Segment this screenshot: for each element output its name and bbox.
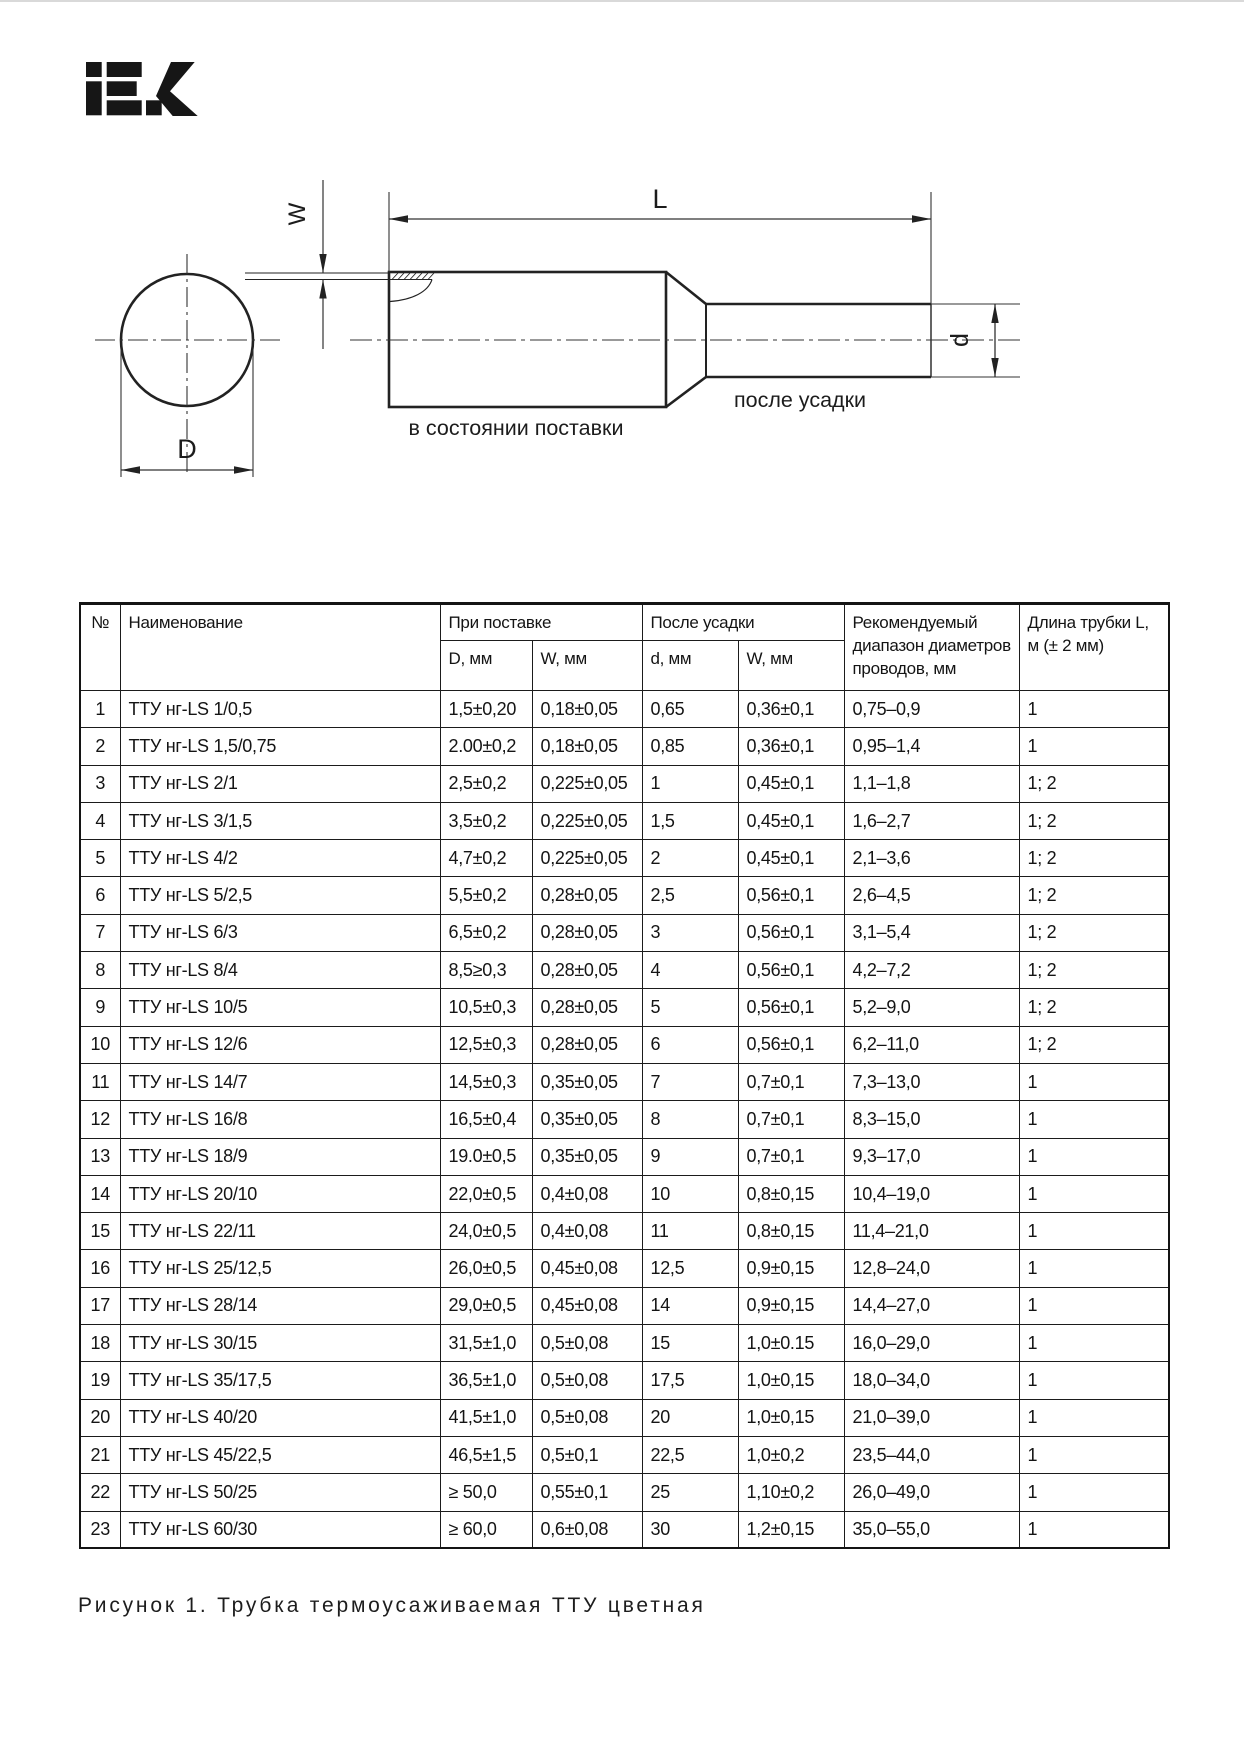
col-header-D-supplied: D, мм [440, 641, 532, 691]
table-cell: 31,5±1,0 [440, 1325, 532, 1362]
table-cell: ТТУ нг-LS 18/9 [120, 1138, 440, 1175]
table-cell: 0,225±0,05 [532, 840, 642, 877]
table-cell: 1; 2 [1019, 765, 1169, 802]
table-cell: ТТУ нг-LS 4/2 [120, 840, 440, 877]
col-group-shrunk: После усадки [642, 604, 844, 641]
table-cell: 26,0±0,5 [440, 1250, 532, 1287]
col-header-num: № [80, 604, 120, 691]
table-cell: 0,35±0,05 [532, 1138, 642, 1175]
table-body [80, 691, 1169, 1549]
table-cell: 1,6–2,7 [844, 802, 1019, 839]
table-cell: 1,0±0,15 [738, 1362, 844, 1399]
table-row [80, 728, 1169, 765]
table-cell: 1,0±0.15 [738, 1325, 844, 1362]
table-cell: 17 [80, 1287, 120, 1324]
table-cell: 1 [1019, 1436, 1169, 1473]
figure-caption: Рисунок 1. Трубка термоусаживаемая ТТУ цветная [78, 1594, 706, 1617]
table-cell: ТТУ нг-LS 2/1 [120, 765, 440, 802]
table-row [80, 765, 1169, 802]
table-cell: 19.0±0,5 [440, 1138, 532, 1175]
table-cell: 1,2±0,15 [738, 1511, 844, 1548]
table-cell: 0,9±0,15 [738, 1287, 844, 1324]
label-after-shrink: после усадки [733, 388, 867, 412]
table-cell: 21,0–39,0 [844, 1399, 1019, 1436]
table-row [80, 840, 1169, 877]
table-row [80, 1474, 1169, 1511]
table-cell: 1,5±0,20 [440, 691, 532, 728]
table-cell: 23 [80, 1511, 120, 1548]
table-cell: 4 [642, 952, 738, 989]
table-row [80, 1436, 1169, 1473]
table-cell: 1,0±0,15 [738, 1399, 844, 1436]
table-row [80, 1250, 1169, 1287]
table-cell: 2,1–3,6 [844, 840, 1019, 877]
table-cell: 1 [1019, 1175, 1169, 1212]
table-cell: 0,5±0,08 [532, 1325, 642, 1362]
table-cell: 0,56±0,1 [738, 989, 844, 1026]
table-cell: ТТУ нг-LS 45/22,5 [120, 1436, 440, 1473]
table-row [80, 1362, 1169, 1399]
table-cell: 4,7±0,2 [440, 840, 532, 877]
table-row [80, 1511, 1169, 1548]
table-cell: 1 [1019, 1287, 1169, 1324]
table-cell: 8 [80, 952, 120, 989]
table-cell: ТТУ нг-LS 8/4 [120, 952, 440, 989]
table-cell: 18,0–34,0 [844, 1362, 1019, 1399]
table-cell: 0,18±0,05 [532, 691, 642, 728]
table-cell: 1; 2 [1019, 877, 1169, 914]
table-cell: 1; 2 [1019, 802, 1169, 839]
table-row [80, 1138, 1169, 1175]
table-cell: 1,1–1,8 [844, 765, 1019, 802]
table-cell: 19 [80, 1362, 120, 1399]
table-cell: 1; 2 [1019, 914, 1169, 951]
table-row [80, 1101, 1169, 1138]
table-cell: 10,4–19,0 [844, 1175, 1019, 1212]
table-cell: 13 [80, 1138, 120, 1175]
col-header-length: Длина трубки L, м (± 2 мм) [1019, 604, 1169, 691]
spec-table [79, 602, 1170, 1549]
table-cell: 11 [642, 1213, 738, 1250]
table-cell: 24,0±0,5 [440, 1213, 532, 1250]
table-cell: 9 [642, 1138, 738, 1175]
table-cell: 1 [1019, 1138, 1169, 1175]
table-cell: 1 [1019, 1250, 1169, 1287]
table-cell: 10 [80, 1026, 120, 1063]
table-row [80, 989, 1169, 1026]
table-cell: ТТУ нг-LS 10/5 [120, 989, 440, 1026]
table-row [80, 1026, 1169, 1063]
table-cell: 1 [1019, 1213, 1169, 1250]
table-cell: 0,75–0,9 [844, 691, 1019, 728]
table-cell: 2 [642, 840, 738, 877]
table-cell: ТТУ нг-LS 22/11 [120, 1213, 440, 1250]
table-cell: 3 [80, 765, 120, 802]
table-cell: 6,5±0,2 [440, 914, 532, 951]
table-cell: 1 [1019, 1063, 1169, 1100]
table-cell: ТТУ нг-LS 20/10 [120, 1175, 440, 1212]
table-cell: 1; 2 [1019, 1026, 1169, 1063]
col-header-W-supplied: W, мм [532, 641, 642, 691]
table-row [80, 802, 1169, 839]
table-cell: 5,5±0,2 [440, 877, 532, 914]
col-header-W-shrunk: W, мм [738, 641, 844, 691]
table-cell: 11,4–21,0 [844, 1213, 1019, 1250]
table-cell: 10,5±0,3 [440, 989, 532, 1026]
table-cell: 22 [80, 1474, 120, 1511]
table-cell: 18 [80, 1325, 120, 1362]
table-cell: 0,28±0,05 [532, 914, 642, 951]
table-cell: 5,2–9,0 [844, 989, 1019, 1026]
table-cell: 2.00±0,2 [440, 728, 532, 765]
table-cell: 0,9±0,15 [738, 1250, 844, 1287]
dim-label-D: D [177, 434, 197, 464]
table-cell: ТТУ нг-LS 30/15 [120, 1325, 440, 1362]
table-row [80, 1399, 1169, 1436]
col-group-supplied: При поставке [440, 604, 642, 641]
table-cell: 4,2–7,2 [844, 952, 1019, 989]
table-cell: 15 [80, 1213, 120, 1250]
table-cell: 12,5±0,3 [440, 1026, 532, 1063]
table-cell: 0,7±0,1 [738, 1101, 844, 1138]
table-cell: ТТУ нг-LS 1/0,5 [120, 691, 440, 728]
table-cell: 14,5±0,3 [440, 1063, 532, 1100]
table-cell: 1,0±0,2 [738, 1436, 844, 1473]
table-row [80, 877, 1169, 914]
table-cell: 9 [80, 989, 120, 1026]
table-cell: 0,55±0,1 [532, 1474, 642, 1511]
table-cell: 0,6±0,08 [532, 1511, 642, 1548]
table-cell: 0,36±0,1 [738, 691, 844, 728]
table-cell: 5 [80, 840, 120, 877]
table-cell: 0,5±0,1 [532, 1436, 642, 1473]
table-row [80, 952, 1169, 989]
table-cell: 1,5 [642, 802, 738, 839]
table-cell: 0,45±0,1 [738, 802, 844, 839]
table-row [80, 914, 1169, 951]
table-cell: 41,5±1,0 [440, 1399, 532, 1436]
table-cell: 7 [642, 1063, 738, 1100]
table-cell: 14,4–27,0 [844, 1287, 1019, 1324]
table-cell: 0,45±0,1 [738, 765, 844, 802]
table-cell: 0,36±0,1 [738, 728, 844, 765]
table-cell: 30 [642, 1511, 738, 1548]
table-cell: ТТУ нг-LS 28/14 [120, 1287, 440, 1324]
table-cell: ТТУ нг-LS 16/8 [120, 1101, 440, 1138]
table-cell: 2 [80, 728, 120, 765]
table-cell: ТТУ нг-LS 12/6 [120, 1026, 440, 1063]
table-cell: 12,8–24,0 [844, 1250, 1019, 1287]
table-cell: ТТУ нг-LS 40/20 [120, 1399, 440, 1436]
table-cell: 2,6–4,5 [844, 877, 1019, 914]
table-cell: 0,85 [642, 728, 738, 765]
table-cell: 1 [1019, 1399, 1169, 1436]
table-cell: ≥ 60,0 [440, 1511, 532, 1548]
table-row [80, 1063, 1169, 1100]
table-cell: 1 [1019, 1101, 1169, 1138]
table-cell: 0,4±0,08 [532, 1213, 642, 1250]
table-cell: 26,0–49,0 [844, 1474, 1019, 1511]
table-cell: ТТУ нг-LS 50/25 [120, 1474, 440, 1511]
table-cell: 0,56±0,1 [738, 914, 844, 951]
tube-diagram [60, 142, 1060, 477]
table-cell: ТТУ нг-LS 3/1,5 [120, 802, 440, 839]
table-row [80, 1213, 1169, 1250]
table-cell: 21 [80, 1436, 120, 1473]
table-cell: 6 [642, 1026, 738, 1063]
table-cell: 15 [642, 1325, 738, 1362]
table-cell: 7,3–13,0 [844, 1063, 1019, 1100]
table-cell: 3 [642, 914, 738, 951]
table-cell: 14 [80, 1175, 120, 1212]
table-cell: 0,4±0,08 [532, 1175, 642, 1212]
table-cell: 6,2–11,0 [844, 1026, 1019, 1063]
table-cell: 46,5±1,5 [440, 1436, 532, 1473]
table-cell: 0,28±0,05 [532, 952, 642, 989]
table-cell: 1 [642, 765, 738, 802]
table-cell: 1 [1019, 1325, 1169, 1362]
table-cell: 1 [1019, 691, 1169, 728]
table-cell: 12,5 [642, 1250, 738, 1287]
table-cell: 22,0±0,5 [440, 1175, 532, 1212]
table-cell: 2,5 [642, 877, 738, 914]
table-cell: 7 [80, 914, 120, 951]
table-cell: 16 [80, 1250, 120, 1287]
table-cell: 0,45±0,1 [738, 840, 844, 877]
table-cell: 17,5 [642, 1362, 738, 1399]
table-cell: 8,3–15,0 [844, 1101, 1019, 1138]
table-cell: ТТУ нг-LS 35/17,5 [120, 1362, 440, 1399]
table-row [80, 691, 1169, 728]
table-cell: 20 [80, 1399, 120, 1436]
table-cell: 0,5±0,08 [532, 1362, 642, 1399]
table-row [80, 1287, 1169, 1324]
table-cell: 29,0±0,5 [440, 1287, 532, 1324]
col-header-wire-range: Рекомендуемый диапазон диаметров проводов, мм [844, 604, 1019, 691]
table-cell: 0,35±0,05 [532, 1063, 642, 1100]
dim-label-W: W [284, 202, 311, 226]
table-cell: 1 [1019, 1511, 1169, 1548]
spec-table-header [80, 604, 1169, 691]
table-cell: 0,225±0,05 [532, 765, 642, 802]
table-cell: 5 [642, 989, 738, 1026]
table-cell: 0,7±0,1 [738, 1138, 844, 1175]
table-cell: ТТУ нг-LS 14/7 [120, 1063, 440, 1100]
table-cell: 6 [80, 877, 120, 914]
col-header-name: Наименование [120, 604, 440, 691]
table-cell: 10 [642, 1175, 738, 1212]
table-cell: 3,1–5,4 [844, 914, 1019, 951]
table-cell: 14 [642, 1287, 738, 1324]
dim-label-d: d [946, 333, 974, 347]
table-cell: 0,56±0,1 [738, 952, 844, 989]
label-as-supplied: в состоянии поставки [408, 416, 624, 440]
col-header-d-shrunk: d, мм [642, 641, 738, 691]
table-cell: 1; 2 [1019, 952, 1169, 989]
dim-label-L: L [652, 184, 668, 214]
iek-logo [70, 42, 260, 152]
table-cell: 0,8±0,15 [738, 1213, 844, 1250]
table-row [80, 1325, 1169, 1362]
table-cell: 1,10±0,2 [738, 1474, 844, 1511]
table-cell: 12 [80, 1101, 120, 1138]
table-cell: ТТУ нг-LS 1,5/0,75 [120, 728, 440, 765]
table-cell: 11 [80, 1063, 120, 1100]
table-cell: 0,28±0,05 [532, 877, 642, 914]
table-cell: 9,3–17,0 [844, 1138, 1019, 1175]
table-cell: 1 [1019, 728, 1169, 765]
table-cell: 25 [642, 1474, 738, 1511]
table-cell: 1 [80, 691, 120, 728]
table-cell: 8 [642, 1101, 738, 1138]
table-cell: 0,56±0,1 [738, 877, 844, 914]
table-cell: 20 [642, 1399, 738, 1436]
table-cell: ТТУ нг-LS 60/30 [120, 1511, 440, 1548]
table-cell: 16,0–29,0 [844, 1325, 1019, 1362]
table-cell: 2,5±0,2 [440, 765, 532, 802]
table-cell: 0,18±0,05 [532, 728, 642, 765]
table-cell: 0,56±0,1 [738, 1026, 844, 1063]
table-cell: 8,5≥0,3 [440, 952, 532, 989]
table-cell: 0,95–1,4 [844, 728, 1019, 765]
table-cell: 1; 2 [1019, 989, 1169, 1026]
table-row [80, 1175, 1169, 1212]
table-cell: 23,5–44,0 [844, 1436, 1019, 1473]
table-cell: 16,5±0,4 [440, 1101, 532, 1138]
table-cell: 4 [80, 802, 120, 839]
table-cell: 35,0–55,0 [844, 1511, 1019, 1548]
table-cell: ТТУ нг-LS 5/2,5 [120, 877, 440, 914]
table-cell: 0,28±0,05 [532, 1026, 642, 1063]
table-cell: 0,28±0,05 [532, 989, 642, 1026]
table-cell: 0,35±0,05 [532, 1101, 642, 1138]
table-cell: 0,8±0,15 [738, 1175, 844, 1212]
table-cell: 0,45±0,08 [532, 1250, 642, 1287]
table-cell: ТТУ нг-LS 6/3 [120, 914, 440, 951]
table-cell: ≥ 50,0 [440, 1474, 532, 1511]
table-cell: 1 [1019, 1474, 1169, 1511]
table-cell: 1 [1019, 1362, 1169, 1399]
table-cell: 0,5±0,08 [532, 1399, 642, 1436]
table-cell: 3,5±0,2 [440, 802, 532, 839]
table-cell: 36,5±1,0 [440, 1362, 532, 1399]
table-cell: 0,7±0,1 [738, 1063, 844, 1100]
table-cell: 0,65 [642, 691, 738, 728]
table-cell: ТТУ нг-LS 25/12,5 [120, 1250, 440, 1287]
table-cell: 22,5 [642, 1436, 738, 1473]
table-cell: 0,45±0,08 [532, 1287, 642, 1324]
table-cell: 0,225±0,05 [532, 802, 642, 839]
table-cell: 1; 2 [1019, 840, 1169, 877]
